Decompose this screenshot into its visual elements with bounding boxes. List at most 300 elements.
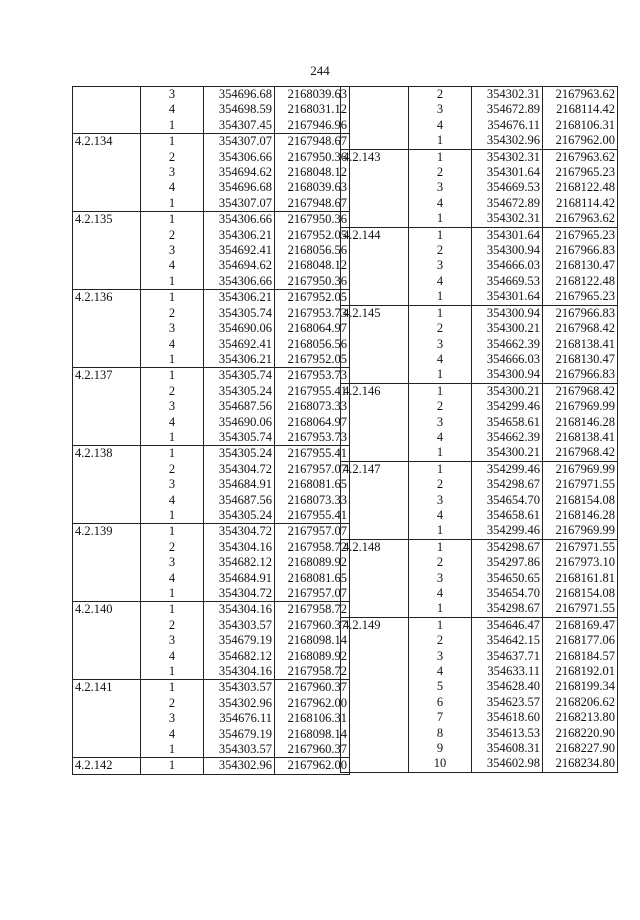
table-row <box>341 695 618 710</box>
x-coordinate-cell: 354692.41 <box>204 337 275 352</box>
x-coordinate-cell: 354662.39 <box>472 337 543 352</box>
table-row <box>341 274 618 289</box>
y-coordinate-cell: 2168192.01 <box>543 664 618 679</box>
section-number-cell <box>341 508 409 523</box>
y-coordinate-cell: 2168039.63 <box>275 180 350 195</box>
y-coordinate-cell: 2168184.57 <box>543 649 618 664</box>
point-number-cell: 3 <box>409 649 472 664</box>
table-row <box>73 508 350 524</box>
y-coordinate-cell: 2168206.62 <box>543 695 618 710</box>
section-number-cell <box>341 633 409 648</box>
x-coordinate-cell: 354628.40 <box>472 679 543 694</box>
section-number-cell <box>341 415 409 430</box>
x-coordinate-cell: 354304.72 <box>204 462 275 477</box>
table-row <box>341 243 618 258</box>
point-number-cell: 1 <box>409 149 472 165</box>
y-coordinate-cell: 2167962.00 <box>543 133 618 149</box>
point-number-cell: 2 <box>141 384 204 399</box>
point-number-cell: 1 <box>409 383 472 399</box>
x-coordinate-cell: 354690.06 <box>204 415 275 430</box>
x-coordinate-cell: 354298.67 <box>472 601 543 617</box>
y-coordinate-cell: 2167971.55 <box>543 601 618 617</box>
section-number-cell <box>341 321 409 336</box>
x-coordinate-cell: 354299.46 <box>472 461 543 477</box>
table-row <box>73 758 350 774</box>
section-number-cell <box>73 243 141 258</box>
y-coordinate-cell: 2167965.23 <box>543 289 618 305</box>
point-number-cell: 2 <box>141 150 204 165</box>
section-number-cell: 4.2.134 <box>73 134 141 150</box>
x-coordinate-cell: 354684.91 <box>204 477 275 492</box>
y-coordinate-cell: 2167966.83 <box>543 243 618 258</box>
x-coordinate-cell: 354300.21 <box>472 383 543 399</box>
section-number-cell <box>341 710 409 725</box>
section-number-cell <box>73 196 141 212</box>
x-coordinate-cell: 354305.74 <box>204 430 275 446</box>
point-number-cell: 3 <box>141 321 204 336</box>
table-row <box>73 274 350 290</box>
table-row <box>73 664 350 680</box>
y-coordinate-cell: 2167957.07 <box>275 462 350 477</box>
x-coordinate-cell: 354698.59 <box>204 102 275 117</box>
y-coordinate-cell: 2168106.31 <box>543 118 618 133</box>
table-row <box>73 102 350 117</box>
section-number-cell <box>341 133 409 149</box>
point-number-cell: 4 <box>141 180 204 195</box>
y-coordinate-cell: 2168056.56 <box>275 243 350 258</box>
point-number-cell: 3 <box>409 180 472 195</box>
section-number-cell <box>341 695 409 710</box>
table-row <box>341 227 618 243</box>
table-row <box>341 289 618 305</box>
table-row <box>341 756 618 772</box>
section-number-cell: 4.2.141 <box>73 680 141 696</box>
x-coordinate-cell: 354306.21 <box>204 290 275 306</box>
table-row <box>341 649 618 664</box>
y-coordinate-cell: 2168114.42 <box>543 196 618 211</box>
y-coordinate-cell: 2168048.12 <box>275 258 350 273</box>
y-coordinate-cell: 2167971.55 <box>543 477 618 492</box>
y-coordinate-cell: 2167958.72 <box>275 602 350 618</box>
point-number-cell: 3 <box>141 243 204 258</box>
y-coordinate-cell: 2167958.72 <box>275 664 350 680</box>
section-number-cell: 4.2.139 <box>73 524 141 540</box>
section-number-cell <box>73 477 141 492</box>
point-number-cell: 1 <box>141 196 204 212</box>
point-number-cell: 5 <box>409 679 472 694</box>
point-number-cell: 4 <box>409 586 472 601</box>
point-number-cell: 2 <box>141 228 204 243</box>
y-coordinate-cell: 2168031.12 <box>275 102 350 117</box>
y-coordinate-cell: 2168154.08 <box>543 586 618 601</box>
section-number-cell <box>73 664 141 680</box>
y-coordinate-cell: 2167957.07 <box>275 524 350 540</box>
y-coordinate-cell: 2167962.00 <box>275 696 350 711</box>
table-row <box>73 399 350 414</box>
y-coordinate-cell: 2168089.92 <box>275 649 350 664</box>
x-coordinate-cell: 354305.74 <box>204 306 275 321</box>
section-number-cell: 4.2.136 <box>73 290 141 306</box>
point-number-cell: 4 <box>141 727 204 742</box>
x-coordinate-cell: 354299.46 <box>472 523 543 539</box>
coordinates-table-left <box>72 86 350 775</box>
section-number-cell <box>73 462 141 477</box>
y-coordinate-cell: 2168227.90 <box>543 741 618 756</box>
section-number-cell <box>341 445 409 461</box>
section-number-cell <box>73 711 141 726</box>
table-row <box>341 149 618 165</box>
table-row <box>341 258 618 273</box>
y-coordinate-cell: 2167953.73 <box>275 306 350 321</box>
section-number-cell <box>73 586 141 602</box>
table-row <box>341 383 618 399</box>
section-number-cell <box>73 415 141 430</box>
section-number-cell <box>73 228 141 243</box>
x-coordinate-cell: 354298.67 <box>472 477 543 492</box>
point-number-cell: 1 <box>141 368 204 384</box>
x-coordinate-cell: 354305.74 <box>204 368 275 384</box>
y-coordinate-cell: 2168146.28 <box>543 508 618 523</box>
table-row <box>73 368 350 384</box>
point-number-cell: 1 <box>141 446 204 462</box>
section-number-cell <box>73 696 141 711</box>
table-row <box>73 571 350 586</box>
x-coordinate-cell: 354618.60 <box>472 710 543 725</box>
y-coordinate-cell: 2167953.73 <box>275 368 350 384</box>
table-row <box>341 165 618 180</box>
table-row <box>341 180 618 195</box>
x-coordinate-cell: 354676.11 <box>204 711 275 726</box>
point-number-cell: 2 <box>141 696 204 711</box>
table-row <box>73 415 350 430</box>
point-number-cell: 1 <box>141 430 204 446</box>
section-number-cell <box>341 180 409 195</box>
x-coordinate-cell: 354687.56 <box>204 399 275 414</box>
table-row <box>73 321 350 336</box>
section-number-cell <box>73 508 141 524</box>
table-row <box>73 540 350 555</box>
y-coordinate-cell: 2167948.67 <box>275 134 350 150</box>
y-coordinate-cell: 2168146.28 <box>543 415 618 430</box>
y-coordinate-cell: 2167969.99 <box>543 523 618 539</box>
x-coordinate-cell: 354305.24 <box>204 384 275 399</box>
y-coordinate-cell: 2168064.97 <box>275 415 350 430</box>
table-row <box>73 352 350 368</box>
x-coordinate-cell: 354302.31 <box>472 87 543 103</box>
table-row <box>341 367 618 383</box>
section-number-cell <box>341 196 409 211</box>
y-coordinate-cell: 2168169.47 <box>543 617 618 633</box>
point-number-cell: 2 <box>141 618 204 633</box>
y-coordinate-cell: 2168098.14 <box>275 633 350 648</box>
coordinates-table-right <box>340 86 618 773</box>
y-coordinate-cell: 2167960.37 <box>275 680 350 696</box>
y-coordinate-cell: 2168073.33 <box>275 399 350 414</box>
x-coordinate-cell: 354304.72 <box>204 586 275 602</box>
y-coordinate-cell: 2167968.42 <box>543 321 618 336</box>
table-row <box>73 555 350 570</box>
x-coordinate-cell: 354646.47 <box>472 617 543 633</box>
table-row <box>73 430 350 446</box>
section-number-cell <box>341 493 409 508</box>
x-coordinate-cell: 354694.62 <box>204 165 275 180</box>
point-number-cell: 3 <box>409 493 472 508</box>
table-row <box>73 524 350 540</box>
x-coordinate-cell: 354303.57 <box>204 680 275 696</box>
point-number-cell: 3 <box>409 415 472 430</box>
table-row <box>341 352 618 367</box>
section-number-cell <box>341 87 409 103</box>
x-coordinate-cell: 354297.86 <box>472 555 543 570</box>
x-coordinate-cell: 354692.41 <box>204 243 275 258</box>
section-number-cell <box>73 555 141 570</box>
section-number-cell <box>341 586 409 601</box>
table-row <box>73 165 350 180</box>
y-coordinate-cell: 2168199.34 <box>543 679 618 694</box>
x-coordinate-cell: 354679.19 <box>204 727 275 742</box>
x-coordinate-cell: 354696.68 <box>204 180 275 195</box>
table-row <box>341 430 618 445</box>
section-number-cell <box>73 571 141 586</box>
point-number-cell: 1 <box>141 742 204 758</box>
y-coordinate-cell: 2167952.05 <box>275 290 350 306</box>
y-coordinate-cell: 2167969.99 <box>543 461 618 477</box>
point-number-cell: 7 <box>409 710 472 725</box>
point-number-cell: 2 <box>141 306 204 321</box>
point-number-cell: 3 <box>141 477 204 492</box>
y-coordinate-cell: 2167950.36 <box>275 150 350 165</box>
point-number-cell: 4 <box>141 415 204 430</box>
point-number-cell: 3 <box>141 165 204 180</box>
point-number-cell: 1 <box>141 586 204 602</box>
point-number-cell: 9 <box>409 741 472 756</box>
section-number-cell: 4.2.135 <box>73 212 141 228</box>
point-number-cell: 3 <box>409 571 472 586</box>
y-coordinate-cell: 2168138.41 <box>543 430 618 445</box>
section-number-cell <box>73 165 141 180</box>
x-coordinate-cell: 354304.72 <box>204 524 275 540</box>
point-number-cell: 4 <box>141 493 204 508</box>
table-row <box>73 742 350 758</box>
section-number-cell: 4.2.142 <box>73 758 141 774</box>
point-number-cell: 3 <box>141 633 204 648</box>
point-number-cell: 1 <box>141 524 204 540</box>
x-coordinate-cell: 354613.53 <box>472 726 543 741</box>
table-row <box>341 305 618 321</box>
point-number-cell: 4 <box>141 649 204 664</box>
page-number: 244 <box>310 63 330 78</box>
table-row <box>341 679 618 694</box>
table-row <box>73 477 350 492</box>
x-coordinate-cell: 354307.45 <box>204 118 275 134</box>
table-row <box>341 539 618 555</box>
x-coordinate-cell: 354672.89 <box>472 196 543 211</box>
table-row <box>341 477 618 492</box>
y-coordinate-cell: 2167950.36 <box>275 212 350 228</box>
x-coordinate-cell: 354654.70 <box>472 493 543 508</box>
y-coordinate-cell: 2167957.07 <box>275 586 350 602</box>
point-number-cell: 3 <box>409 102 472 117</box>
section-number-cell <box>341 756 409 772</box>
x-coordinate-cell: 354672.89 <box>472 102 543 117</box>
point-number-cell: 4 <box>141 337 204 352</box>
x-coordinate-cell: 354300.21 <box>472 321 543 336</box>
table-row <box>73 602 350 618</box>
point-number-cell: 1 <box>409 211 472 227</box>
x-coordinate-cell: 354662.39 <box>472 430 543 445</box>
y-coordinate-cell: 2167958.72 <box>275 540 350 555</box>
y-coordinate-cell: 2167971.55 <box>543 539 618 555</box>
section-number-cell <box>73 180 141 195</box>
section-number-cell: 4.2.149 <box>341 617 409 633</box>
point-number-cell: 2 <box>409 87 472 103</box>
y-coordinate-cell: 2167968.42 <box>543 445 618 461</box>
x-coordinate-cell: 354676.11 <box>472 118 543 133</box>
section-number-cell: 4.2.144 <box>341 227 409 243</box>
table-row <box>341 337 618 352</box>
x-coordinate-cell: 354300.21 <box>472 445 543 461</box>
x-coordinate-cell: 354303.57 <box>204 742 275 758</box>
x-coordinate-cell: 354301.64 <box>472 289 543 305</box>
section-number-cell <box>73 337 141 352</box>
point-number-cell: 1 <box>409 305 472 321</box>
y-coordinate-cell: 2167966.83 <box>543 305 618 321</box>
y-coordinate-cell: 2168098.14 <box>275 727 350 742</box>
point-number-cell: 4 <box>409 196 472 211</box>
x-coordinate-cell: 354682.12 <box>204 649 275 664</box>
table-row <box>341 617 618 633</box>
point-number-cell: 4 <box>409 508 472 523</box>
y-coordinate-cell: 2167952.05 <box>275 352 350 368</box>
point-number-cell: 4 <box>409 430 472 445</box>
point-number-cell: 1 <box>409 289 472 305</box>
section-number-cell <box>73 618 141 633</box>
y-coordinate-cell: 2168122.48 <box>543 180 618 195</box>
section-number-cell <box>341 352 409 367</box>
y-coordinate-cell: 2168081.65 <box>275 571 350 586</box>
section-number-cell: 4.2.147 <box>341 461 409 477</box>
table-row <box>341 445 618 461</box>
y-coordinate-cell: 2167955.41 <box>275 508 350 524</box>
section-number-cell <box>73 274 141 290</box>
y-coordinate-cell: 2168048.12 <box>275 165 350 180</box>
x-coordinate-cell: 354301.64 <box>472 227 543 243</box>
y-coordinate-cell: 2167973.10 <box>543 555 618 570</box>
x-coordinate-cell: 354694.62 <box>204 258 275 273</box>
x-coordinate-cell: 354304.16 <box>204 602 275 618</box>
table-row <box>73 696 350 711</box>
y-coordinate-cell: 2167960.37 <box>275 618 350 633</box>
section-number-cell <box>341 741 409 756</box>
x-coordinate-cell: 354298.67 <box>472 539 543 555</box>
y-coordinate-cell: 2168056.56 <box>275 337 350 352</box>
y-coordinate-cell: 2167955.41 <box>275 446 350 462</box>
point-number-cell: 3 <box>409 258 472 273</box>
y-coordinate-cell: 2168106.31 <box>275 711 350 726</box>
section-number-cell <box>341 289 409 305</box>
point-number-cell: 1 <box>141 664 204 680</box>
y-coordinate-cell: 2168073.33 <box>275 493 350 508</box>
x-coordinate-cell: 354301.64 <box>472 165 543 180</box>
y-coordinate-cell: 2167966.83 <box>543 367 618 383</box>
table-row <box>73 462 350 477</box>
point-number-cell: 6 <box>409 695 472 710</box>
table-row <box>341 601 618 617</box>
x-coordinate-cell: 354307.07 <box>204 134 275 150</box>
section-number-cell <box>73 87 141 103</box>
y-coordinate-cell: 2167965.23 <box>543 227 618 243</box>
x-coordinate-cell: 354304.16 <box>204 540 275 555</box>
table-row <box>341 211 618 227</box>
y-coordinate-cell: 2168177.06 <box>543 633 618 648</box>
table-row <box>341 118 618 133</box>
table-row <box>73 727 350 742</box>
y-coordinate-cell: 2167962.00 <box>275 758 350 774</box>
point-number-cell: 1 <box>409 523 472 539</box>
x-coordinate-cell: 354306.66 <box>204 212 275 228</box>
section-number-cell <box>341 571 409 586</box>
section-number-cell <box>73 102 141 117</box>
table-row <box>73 180 350 195</box>
x-coordinate-cell: 354658.61 <box>472 508 543 523</box>
point-number-cell: 4 <box>409 352 472 367</box>
y-coordinate-cell: 2168234.80 <box>543 756 618 772</box>
point-number-cell: 1 <box>409 133 472 149</box>
x-coordinate-cell: 354303.57 <box>204 618 275 633</box>
section-number-cell <box>341 664 409 679</box>
table-row <box>73 150 350 165</box>
x-coordinate-cell: 354696.68 <box>204 87 275 103</box>
point-number-cell: 4 <box>409 274 472 289</box>
y-coordinate-cell: 2167952.05 <box>275 228 350 243</box>
section-number-cell: 4.2.148 <box>341 539 409 555</box>
section-number-cell: 4.2.138 <box>73 446 141 462</box>
y-coordinate-cell: 2168081.65 <box>275 477 350 492</box>
table-row <box>73 87 350 103</box>
y-coordinate-cell: 2167965.23 <box>543 165 618 180</box>
x-coordinate-cell: 354623.57 <box>472 695 543 710</box>
table-row <box>73 384 350 399</box>
table-row <box>73 618 350 633</box>
table-row <box>341 555 618 570</box>
y-coordinate-cell: 2167963.62 <box>543 149 618 165</box>
x-coordinate-cell: 354602.98 <box>472 756 543 772</box>
table-row <box>341 461 618 477</box>
table-row <box>341 493 618 508</box>
x-coordinate-cell: 354637.71 <box>472 649 543 664</box>
x-coordinate-cell: 354305.24 <box>204 508 275 524</box>
section-number-cell: 4.2.143 <box>341 149 409 165</box>
y-coordinate-cell: 2167963.62 <box>543 87 618 103</box>
table-row <box>73 446 350 462</box>
table-row <box>73 337 350 352</box>
point-number-cell: 4 <box>141 571 204 586</box>
point-number-cell: 2 <box>409 165 472 180</box>
y-coordinate-cell: 2167953.73 <box>275 430 350 446</box>
y-coordinate-cell: 2168122.48 <box>543 274 618 289</box>
table-row <box>73 212 350 228</box>
x-coordinate-cell: 354304.16 <box>204 664 275 680</box>
x-coordinate-cell: 354658.61 <box>472 415 543 430</box>
point-number-cell: 1 <box>141 508 204 524</box>
table-row <box>73 243 350 258</box>
point-number-cell: 1 <box>141 274 204 290</box>
x-coordinate-cell: 354642.15 <box>472 633 543 648</box>
x-coordinate-cell: 354679.19 <box>204 633 275 648</box>
x-coordinate-cell: 354306.21 <box>204 352 275 368</box>
x-coordinate-cell: 354690.06 <box>204 321 275 336</box>
table-row <box>73 228 350 243</box>
